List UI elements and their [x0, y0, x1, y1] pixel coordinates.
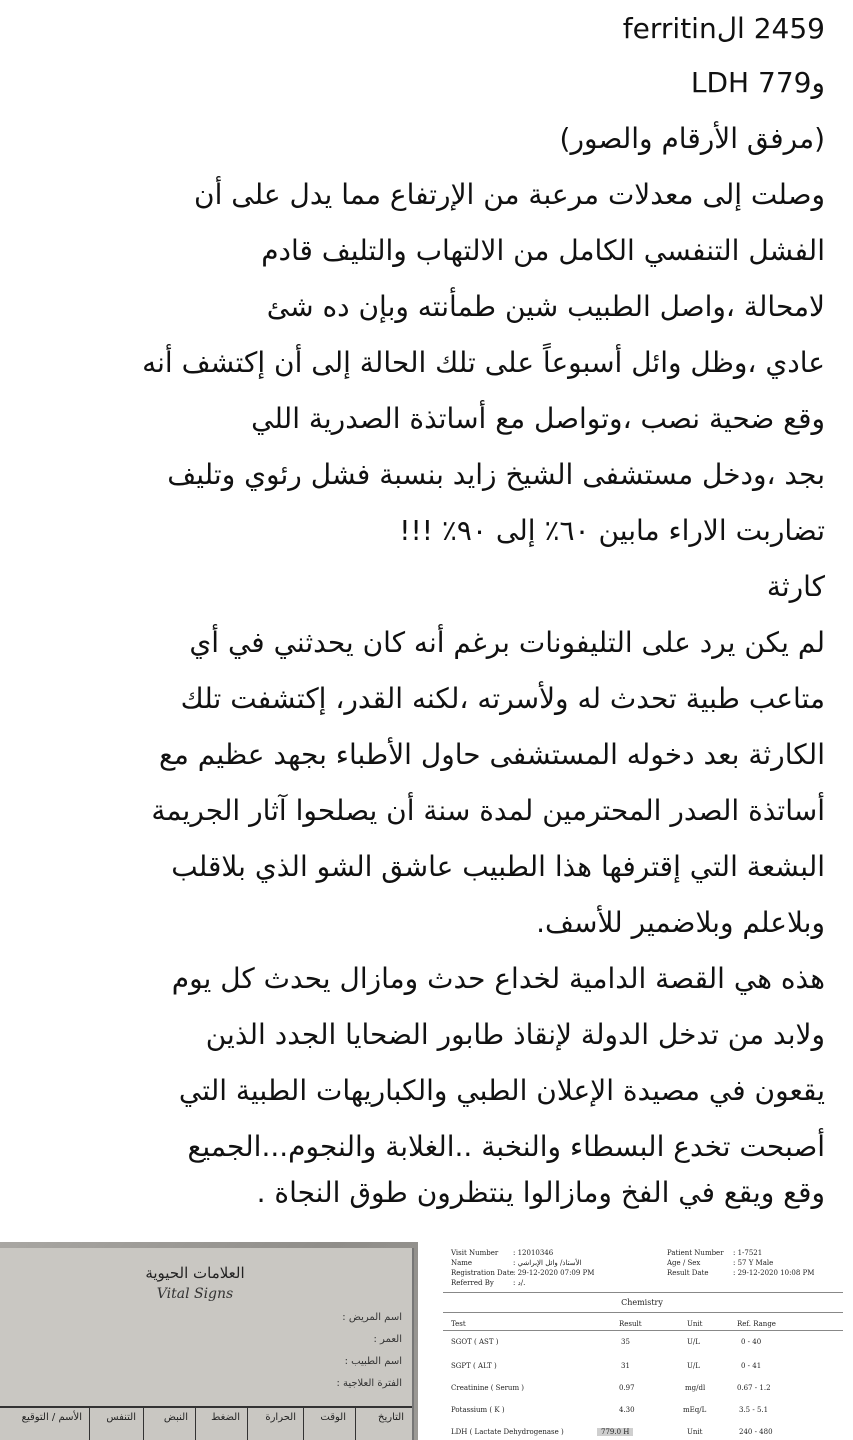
table-header: النبض	[163, 1412, 188, 1423]
test-name: Creatinine ( Serum )	[451, 1384, 525, 1392]
test-range: 0 - 41	[741, 1362, 762, 1370]
post-line: الفشل التنفسي الكامل من الالتهاب والتليف قادم	[261, 234, 825, 267]
divider	[443, 1292, 843, 1293]
post-line: ولابد من تدخل الدولة لإنقاذ طابور الضحايا الجدد الذين	[205, 1018, 825, 1051]
meta-value: : الأستاذ/ وائل الإبراشي	[513, 1259, 582, 1267]
post-line: لم يكن يرد على التليفونات برغم أنه كان يحدثني في أي	[189, 626, 825, 659]
divider	[443, 1330, 843, 1331]
table-header: التنفس	[106, 1412, 136, 1423]
post-line: وقع ضحية نصب ،وتواصل مع أساتذة الصدرية اللي	[251, 402, 825, 435]
meta-label: Age / Sex	[667, 1259, 701, 1267]
test-name: SGPT ( ALT )	[451, 1362, 497, 1370]
meta-label: Visit Number	[451, 1249, 499, 1257]
post-line: (مرفق الأرقام والصور)	[559, 122, 825, 155]
test-range: 0 - 40	[741, 1338, 762, 1346]
column-header: Ref. Range	[737, 1320, 776, 1328]
post-line: وبلاعلم وبلاضمير للأسف.	[536, 906, 825, 939]
vital-signs-subtitle: Vital Signs	[156, 1286, 234, 1302]
post-line: يقعون في مصيدة الإعلان الطبي والكباريهات الطبية التي	[178, 1074, 825, 1107]
post-line: كارثة	[766, 570, 825, 603]
meta-value: : د/.	[513, 1279, 526, 1287]
column-header: Result	[619, 1320, 642, 1328]
meta-value: : 57 Y Male	[733, 1259, 774, 1267]
form-field: الفترة العلاجية :	[336, 1378, 402, 1389]
post-line: متاعب طبية تحدث له ولأسرته ،لكنه القدر، إكتشفت تلك	[180, 682, 825, 715]
lab-report-photo[interactable]	[437, 1242, 853, 1440]
divider	[443, 1312, 843, 1313]
meta-label: Registration Date	[451, 1269, 514, 1277]
vital-signs-sheet	[0, 1248, 414, 1440]
section-title: Chemistry	[621, 1298, 663, 1307]
attached-photos	[0, 1242, 853, 1440]
column-header: Test	[451, 1320, 466, 1328]
table-divider	[195, 1408, 196, 1440]
post-line: أساتذة الصدر المحترمين لمدة سنة أن يصلحوا آثار الجريمة	[151, 794, 825, 827]
test-name: Potassium ( K )	[451, 1406, 505, 1414]
test-name: LDH ( Lactate Dehydrogenase )	[451, 1428, 564, 1436]
post-line: 2459 الferritin	[622, 12, 825, 45]
post-line: عادي ،وظل وائل أسبوعاً على تلك الحالة إلى أن إكتشف أنه	[142, 346, 825, 379]
meta-value: : 12010346	[513, 1249, 554, 1257]
table-divider	[355, 1408, 356, 1440]
post-line: و779 LDH	[690, 66, 825, 99]
test-result-flagged: 779.0 H	[597, 1428, 633, 1436]
test-result: 35	[621, 1338, 630, 1346]
table-header: التاريخ	[378, 1412, 404, 1423]
test-unit: U/L	[687, 1338, 700, 1346]
post-line: الكارثة بعد دخوله المستشفى حاول الأطباء بجهد عظيم مع	[158, 738, 825, 771]
meta-label: Result Date	[667, 1269, 709, 1277]
test-name: SGOT ( AST )	[451, 1338, 499, 1346]
vital-signs-table	[0, 1406, 412, 1440]
test-range: 3.5 - 5.1	[739, 1406, 769, 1414]
vital-signs-title: العلامات الحيوية	[145, 1264, 245, 1282]
form-field: اسم المريض :	[342, 1312, 402, 1323]
test-range: 240 - 480	[739, 1428, 773, 1436]
post-line: بجد ،ودخل مستشفى الشيخ زايد بنسبة فشل رئوي وتليف	[167, 458, 825, 491]
table-divider	[143, 1408, 144, 1440]
test-result: 31	[621, 1362, 630, 1370]
test-result: 4.30	[619, 1406, 635, 1414]
test-unit: mg/dl	[685, 1384, 706, 1392]
post-line: وصلت إلى معدلات مرعبة من الإرتفاع مما يدل على أن	[194, 178, 825, 211]
post-line: البشعة التي إقترفها هذا الطبيب عاشق الشو الذي بلاقلب	[171, 850, 825, 883]
test-unit: Unit	[687, 1428, 703, 1436]
test-unit: U/L	[687, 1362, 700, 1370]
post-line: هذه هي القصة الدامية لخداع حدث ومازال يحدث كل يوم	[171, 962, 825, 995]
meta-label: Patient Number	[667, 1249, 724, 1257]
table-divider	[303, 1408, 304, 1440]
table-header: الأسم / التوقيع	[21, 1412, 82, 1423]
meta-value: : 29-12-2020 10:08 PM	[733, 1269, 815, 1277]
table-divider	[247, 1408, 248, 1440]
table-divider	[89, 1408, 90, 1440]
test-result: 0.97	[619, 1384, 635, 1392]
test-range: 0.67 - 1.2	[737, 1384, 771, 1392]
post-line: أصبحت تخدع البسطاء والنخبة ..الغلابة والنجوم...الجميع	[187, 1130, 825, 1163]
table-header: الوقت	[320, 1412, 346, 1423]
post-line: وقع ويقع في الفخ ومازالوا ينتظرون طوق النجاة .	[256, 1176, 825, 1209]
table-header: الضغط	[211, 1412, 240, 1423]
post-line: تضاربت الاراء مابين ٦٠٪ إلى ٩٠٪ !!!	[399, 514, 825, 547]
test-unit: mEq/L	[683, 1406, 707, 1414]
meta-value: : 29-12-2020 07:09 PM	[513, 1269, 595, 1277]
form-field: العمر :	[373, 1334, 402, 1345]
column-header: Unit	[687, 1320, 703, 1328]
post-line: لامحالة ،واصل الطبيب شين طمأنته وبإن ده شئ	[266, 290, 825, 323]
form-field: اسم الطبيب :	[344, 1356, 402, 1367]
vital-signs-photo[interactable]	[0, 1242, 418, 1440]
meta-label: Name	[451, 1259, 473, 1267]
meta-label: Referred By	[451, 1279, 494, 1287]
meta-value: : 1-7521	[733, 1249, 763, 1257]
table-header: الحرارة	[265, 1412, 296, 1423]
